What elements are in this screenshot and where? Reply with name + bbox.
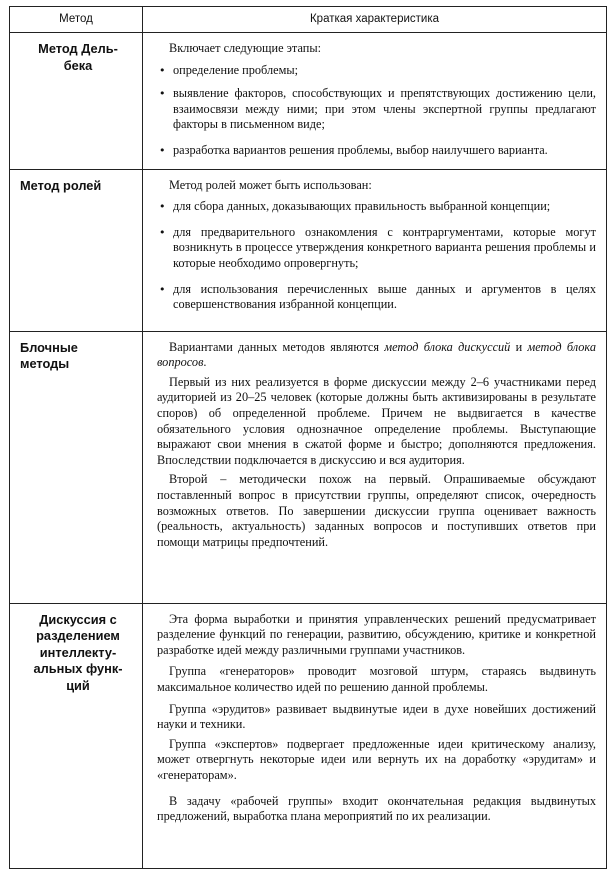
- method-name-delphi: Метод Дель- бека: [10, 33, 143, 170]
- paragraph: Эта форма выработки и принятия управленческих решений предусматривает разделение функций по генерации, развитию, обсуждению, критике и конкретной разработке идей между различными группами участников.: [157, 611, 596, 657]
- method-name-roles: Метод ролей: [10, 169, 143, 331]
- method-description-roles: [143, 169, 607, 331]
- paragraph: В задачу «рабочей группы» входит окончательная редакция выдвинутых предложений, выработка плана мероприятий по их реализации.: [157, 793, 596, 824]
- paragraph: Первый из них реализуется в форме дискуссии между 2–6 участниками перед аудиторией из 20–25 человек (которые должны быть активизированы в результате споров) об определенной проблеме. Причем не выдвигается в качестве обязательного условия однозначное определение проблемы. Выступающие выражают свои мнения в сжатой форме и быстро; дополняются предложения. Впоследствии подключается в дискуссию и вся аудитория.: [157, 374, 596, 467]
- table-header-row: [10, 7, 607, 33]
- method-description-discussion: [143, 603, 607, 868]
- paragraph: Группа «экспертов» подвергает предложенные идеи критическому анализу, может отвергнуть некоторые идеи или вернуть их на доработку «эрудитам» и «генераторам».: [157, 736, 596, 782]
- paragraph: [157, 340, 596, 371]
- text-span: Вариантами данных методов являются: [169, 339, 385, 354]
- table-row: [10, 603, 607, 868]
- method-description-block: [143, 331, 607, 603]
- paragraph: Группа «генераторов» проводит мозговой штурм, стараясь выдвинуть максимальное количество идей по решению данной проблемы.: [157, 664, 596, 694]
- list-item: • разработка вариантов решения проблемы, выбор наилучшего варианта.: [157, 143, 596, 159]
- text-span: и: [510, 339, 528, 354]
- list-item: • определение проблемы;: [157, 63, 596, 79]
- list-item: • для сбора данных, доказывающих правильность выбранной концепции;: [157, 199, 596, 215]
- paragraph: Группа «эрудитов» развивает выдвинутые идеи в духе новейших достижений науки и техники.: [157, 701, 596, 732]
- table-row: [10, 331, 607, 603]
- paragraph: Второй – методически похож на первый. Опрашиваемые обсуждают поставленный вопрос в присутствии группы, определяют список, очередность возможных ответов. По завершении дискуссии группа оценивает важность (реальность, актуальность) заданных вопросов и поступивших ответов при помощи матрицы предпочтений.: [157, 472, 596, 549]
- header-method: Метод: [10, 7, 143, 33]
- table-row: [10, 169, 607, 331]
- header-description: Краткая характеристика: [143, 7, 607, 33]
- list-item: • выявление факторов, способствующих и препятствующих достижению цели, взаимосвязи между ними; при этом члены экспертной группы предлагают факторы в письменном виде;: [157, 86, 596, 133]
- methods-table: [9, 6, 607, 869]
- list-item: • для предварительного ознакомления с контраргументами, которые могут возникнуть в процессе утверждения конкретного варианта решения проблемы и которые необходимо опровергнуть;: [157, 225, 596, 272]
- method-name-block: Блочные методы: [10, 331, 143, 603]
- italic-term: метод блока вопросов: [157, 339, 596, 370]
- method-name-discussion: Дискуссия с разделением интеллекту- альных функ- ций: [10, 603, 143, 868]
- intro-text: Метод ролей может быть использован:: [169, 177, 372, 192]
- italic-term: метод блока дискуссий: [384, 339, 511, 354]
- text-span: .: [203, 355, 207, 370]
- list-item: • для использования перечисленных выше данных и аргументов в целях совершенствования избранной концепции.: [157, 282, 596, 313]
- table-row: [10, 33, 607, 170]
- intro-text: Включает следующие этапы:: [169, 41, 321, 55]
- method-description-delphi: [143, 33, 607, 170]
